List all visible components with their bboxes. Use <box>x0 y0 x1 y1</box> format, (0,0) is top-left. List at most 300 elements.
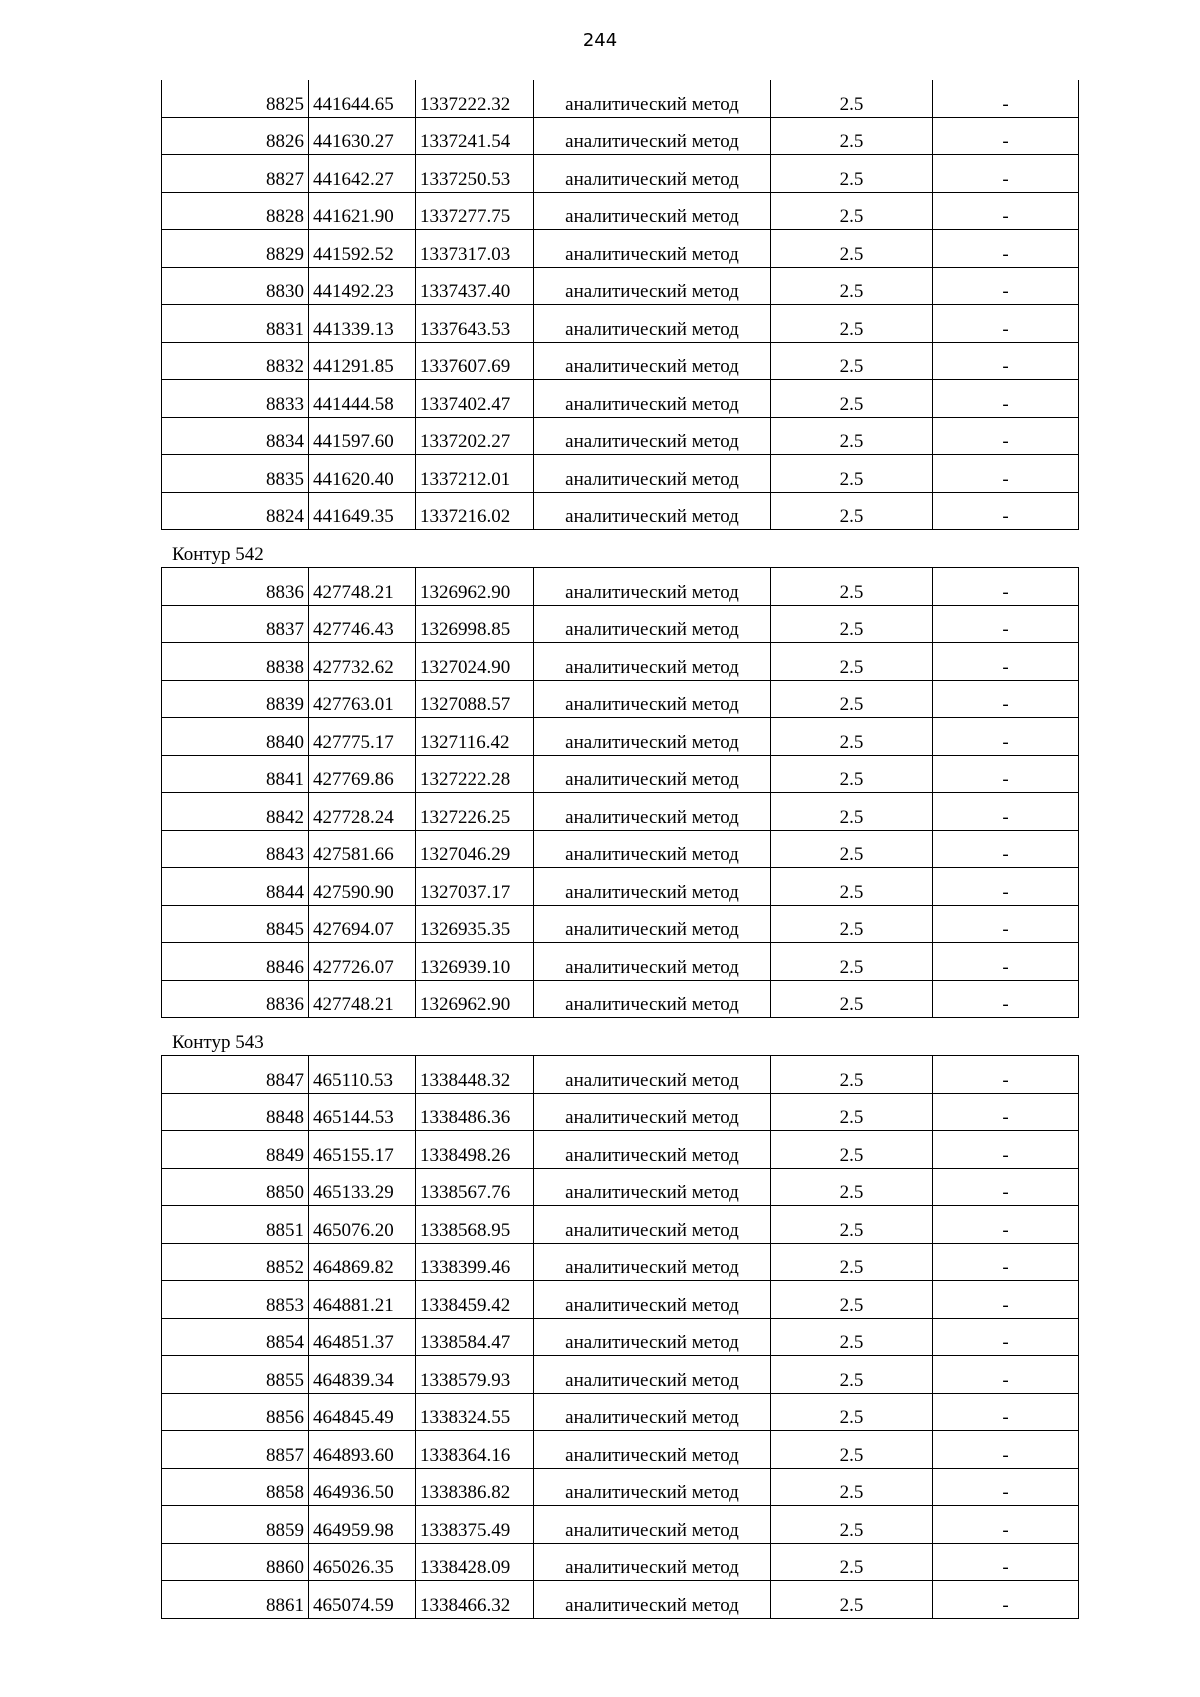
table-row <box>162 455 1079 493</box>
note: - <box>1002 282 1009 302</box>
y-coordinate-cell <box>416 718 534 756</box>
x-coordinate-cell <box>309 1243 416 1281</box>
point-number: 8852 <box>266 1258 304 1278</box>
x-coordinate: 465026.35 <box>313 1558 394 1578</box>
table-row <box>162 905 1079 943</box>
method: аналитический метод <box>565 507 739 527</box>
point-number-cell <box>162 1356 309 1394</box>
note: - <box>1002 1258 1009 1278</box>
method-cell <box>534 1168 771 1206</box>
accuracy-cell <box>771 868 933 906</box>
table-row <box>162 380 1079 418</box>
note: - <box>1002 1220 1009 1241</box>
accuracy-cell <box>771 830 933 868</box>
x-coordinate: 441597.60 <box>313 432 394 452</box>
y-coordinate: 1337277.75 <box>420 207 511 227</box>
note-cell <box>933 1356 1079 1394</box>
accuracy-cell <box>771 117 933 155</box>
note-cell <box>933 643 1079 681</box>
x-coordinate-cell <box>309 1206 416 1244</box>
table-row <box>162 1318 1079 1356</box>
note: - <box>1002 807 1009 828</box>
point-number-cell <box>162 1281 309 1319</box>
method-cell <box>534 1131 771 1169</box>
method-cell <box>534 605 771 643</box>
y-coordinate: 1338399.46 <box>420 1258 511 1278</box>
table-row <box>162 605 1079 643</box>
accuracy: 2.5 <box>839 1558 864 1578</box>
table-row <box>162 568 1079 606</box>
method-cell <box>534 1543 771 1581</box>
y-coordinate: 1337643.53 <box>420 319 511 340</box>
x-coordinate: 465074.59 <box>313 1595 394 1616</box>
x-coordinate-cell <box>309 793 416 831</box>
x-coordinate-cell <box>309 755 416 793</box>
accuracy: 2.5 <box>839 1295 864 1316</box>
point-number: 8854 <box>266 1333 304 1353</box>
point-number-cell <box>162 643 309 681</box>
note-cell <box>933 830 1079 868</box>
x-coordinate-cell <box>309 1393 416 1431</box>
note-cell <box>933 1281 1079 1319</box>
y-coordinate: 1338375.49 <box>420 1520 511 1541</box>
accuracy: 2.5 <box>839 1070 864 1091</box>
method-cell <box>534 718 771 756</box>
note: - <box>1002 1145 1009 1166</box>
note-cell <box>933 417 1079 455</box>
accuracy-cell <box>771 568 933 606</box>
accuracy: 2.5 <box>839 920 864 940</box>
table-row <box>162 155 1079 193</box>
method: аналитический метод <box>565 845 739 865</box>
note-cell <box>933 117 1079 155</box>
y-coordinate: 1337250.53 <box>420 169 511 190</box>
method: аналитический метод <box>565 1108 739 1128</box>
table-row <box>162 1131 1079 1169</box>
point-number: 8861 <box>266 1595 304 1616</box>
note-cell <box>933 267 1079 305</box>
x-coordinate-cell <box>309 718 416 756</box>
accuracy-cell <box>771 1581 933 1619</box>
accuracy: 2.5 <box>839 469 864 490</box>
x-coordinate-cell <box>309 830 416 868</box>
point-number-cell <box>162 793 309 831</box>
note: - <box>1002 1408 1009 1428</box>
contour-title-543: Контур 543 <box>172 1032 264 1053</box>
point-number: 8830 <box>266 282 304 302</box>
point-number-cell <box>162 718 309 756</box>
note: - <box>1002 1520 1009 1541</box>
y-coordinate-cell <box>416 943 534 981</box>
point-number: 8838 <box>266 657 304 678</box>
x-coordinate: 427748.21 <box>313 995 394 1015</box>
x-coordinate-cell <box>309 1356 416 1394</box>
point-number-cell <box>162 1318 309 1356</box>
accuracy-cell <box>771 192 933 230</box>
accuracy: 2.5 <box>839 1483 864 1503</box>
x-coordinate: 465155.17 <box>313 1145 394 1166</box>
method: аналитический метод <box>565 244 739 265</box>
accuracy-cell <box>771 718 933 756</box>
note-cell <box>933 230 1079 268</box>
note-cell <box>933 905 1079 943</box>
y-coordinate-cell <box>416 230 534 268</box>
note: - <box>1002 582 1009 603</box>
accuracy: 2.5 <box>839 169 864 190</box>
x-coordinate-cell <box>309 192 416 230</box>
point-number-cell <box>162 1093 309 1131</box>
table-row <box>162 192 1079 230</box>
y-coordinate: 1338364.16 <box>420 1445 511 1466</box>
method: аналитический метод <box>565 1595 739 1616</box>
x-coordinate: 427590.90 <box>313 882 394 903</box>
accuracy: 2.5 <box>839 1333 864 1353</box>
point-number: 8846 <box>266 957 304 978</box>
point-number: 8827 <box>266 169 304 190</box>
x-coordinate: 465076.20 <box>313 1220 394 1241</box>
method-cell <box>534 868 771 906</box>
accuracy-cell <box>771 905 933 943</box>
note-cell <box>933 305 1079 343</box>
method: аналитический метод <box>565 695 739 715</box>
y-coordinate: 1326962.90 <box>420 995 511 1015</box>
note-cell <box>933 755 1079 793</box>
point-number-cell <box>162 1543 309 1581</box>
x-coordinate-cell <box>309 117 416 155</box>
note: - <box>1002 169 1009 190</box>
x-coordinate: 427694.07 <box>313 920 394 940</box>
method-cell <box>534 1581 771 1619</box>
note: - <box>1002 94 1009 115</box>
point-number: 8839 <box>266 695 304 715</box>
y-coordinate-cell <box>416 1543 534 1581</box>
y-coordinate: 1338466.32 <box>420 1595 511 1616</box>
y-coordinate-cell <box>416 1206 534 1244</box>
accuracy-cell <box>771 1543 933 1581</box>
x-coordinate: 427732.62 <box>313 657 394 678</box>
accuracy-cell <box>771 455 933 493</box>
method: аналитический метод <box>565 657 739 678</box>
point-number: 8833 <box>266 394 304 415</box>
table-row <box>162 80 1079 117</box>
note: - <box>1002 1070 1009 1091</box>
point-number-cell <box>162 155 309 193</box>
method: аналитический метод <box>565 94 739 115</box>
table-row <box>162 1356 1079 1394</box>
x-coordinate-cell <box>309 943 416 981</box>
method: аналитический метод <box>565 1483 739 1503</box>
x-coordinate-cell <box>309 980 416 1018</box>
accuracy-cell <box>771 155 933 193</box>
point-number: 8834 <box>266 432 304 452</box>
y-coordinate-cell <box>416 605 534 643</box>
accuracy: 2.5 <box>839 732 864 753</box>
y-coordinate: 1326935.35 <box>420 920 511 940</box>
point-number: 8836 <box>266 582 304 603</box>
method-cell <box>534 417 771 455</box>
note-cell <box>933 342 1079 380</box>
point-number-cell <box>162 1581 309 1619</box>
point-number-cell <box>162 492 309 530</box>
note-cell <box>933 605 1079 643</box>
y-coordinate: 1338567.76 <box>420 1183 511 1203</box>
note: - <box>1002 695 1009 715</box>
method: аналитический метод <box>565 169 739 190</box>
point-number-cell <box>162 455 309 493</box>
y-coordinate-cell <box>416 568 534 606</box>
method-cell <box>534 680 771 718</box>
x-coordinate: 427726.07 <box>313 957 394 978</box>
x-coordinate-cell <box>309 568 416 606</box>
note: - <box>1002 1183 1009 1203</box>
method-cell <box>534 1243 771 1281</box>
x-coordinate-cell <box>309 1318 416 1356</box>
point-number-cell <box>162 1506 309 1544</box>
point-number: 8829 <box>266 244 304 265</box>
accuracy-cell <box>771 1206 933 1244</box>
x-coordinate: 441492.23 <box>313 282 394 302</box>
method: аналитический метод <box>565 957 739 978</box>
method: аналитический метод <box>565 995 739 1015</box>
coordinates-table-continued <box>161 80 1079 530</box>
accuracy: 2.5 <box>839 620 864 640</box>
point-number: 8856 <box>266 1408 304 1428</box>
note-cell <box>933 793 1079 831</box>
note-cell <box>933 1243 1079 1281</box>
x-coordinate: 427775.17 <box>313 732 394 753</box>
method-cell <box>534 980 771 1018</box>
table-row <box>162 267 1079 305</box>
point-number-cell <box>162 1243 309 1281</box>
point-number: 8825 <box>266 94 304 115</box>
point-number-cell <box>162 230 309 268</box>
accuracy-cell <box>771 1468 933 1506</box>
point-number: 8851 <box>266 1220 304 1241</box>
accuracy: 2.5 <box>839 357 864 377</box>
accuracy-cell <box>771 492 933 530</box>
y-coordinate: 1337607.69 <box>420 357 511 377</box>
table-row <box>162 230 1079 268</box>
x-coordinate-cell <box>309 380 416 418</box>
point-number: 8850 <box>266 1183 304 1203</box>
method-cell <box>534 568 771 606</box>
note: - <box>1002 1370 1009 1391</box>
accuracy-cell <box>771 305 933 343</box>
method-cell <box>534 80 771 117</box>
x-coordinate: 427728.24 <box>313 807 394 828</box>
x-coordinate-cell <box>309 80 416 117</box>
table-body <box>162 80 1079 530</box>
point-number: 8837 <box>266 620 304 640</box>
note: - <box>1002 1445 1009 1466</box>
table-row <box>162 1543 1079 1581</box>
note-cell <box>933 1131 1079 1169</box>
point-number-cell <box>162 305 309 343</box>
x-coordinate: 427748.21 <box>313 582 394 603</box>
point-number: 8860 <box>266 1558 304 1578</box>
y-coordinate-cell <box>416 980 534 1018</box>
y-coordinate-cell <box>416 1431 534 1469</box>
method: аналитический метод <box>565 207 739 227</box>
y-coordinate-cell <box>416 380 534 418</box>
x-coordinate: 441592.52 <box>313 244 394 265</box>
y-coordinate: 1337222.32 <box>420 94 511 115</box>
coordinates-table-contour-542 <box>161 567 1079 1018</box>
table-row <box>162 943 1079 981</box>
point-number-cell <box>162 943 309 981</box>
x-coordinate-cell <box>309 267 416 305</box>
method: аналитический метод <box>565 469 739 490</box>
x-coordinate: 464839.34 <box>313 1370 394 1391</box>
note: - <box>1002 469 1009 490</box>
x-coordinate-cell <box>309 1431 416 1469</box>
note-cell <box>933 568 1079 606</box>
accuracy-cell <box>771 680 933 718</box>
y-coordinate-cell <box>416 267 534 305</box>
y-coordinate: 1337402.47 <box>420 394 511 415</box>
method-cell <box>534 643 771 681</box>
accuracy-cell <box>771 943 933 981</box>
note-cell <box>933 868 1079 906</box>
point-number-cell <box>162 680 309 718</box>
accuracy: 2.5 <box>839 319 864 340</box>
note-cell <box>933 980 1079 1018</box>
accuracy: 2.5 <box>839 695 864 715</box>
accuracy: 2.5 <box>839 657 864 678</box>
note: - <box>1002 1108 1009 1128</box>
y-coordinate-cell <box>416 680 534 718</box>
y-coordinate: 1337202.27 <box>420 432 511 452</box>
point-number-cell <box>162 568 309 606</box>
contour-title-542: Контур 542 <box>172 544 264 565</box>
table-row <box>162 1468 1079 1506</box>
y-coordinate-cell <box>416 793 534 831</box>
note-cell <box>933 1168 1079 1206</box>
point-number-cell <box>162 1168 309 1206</box>
table-row <box>162 417 1079 455</box>
point-number-cell <box>162 1206 309 1244</box>
table-row <box>162 980 1079 1018</box>
accuracy-cell <box>771 80 933 117</box>
x-coordinate-cell <box>309 1056 416 1094</box>
method-cell <box>534 943 771 981</box>
note: - <box>1002 732 1009 753</box>
point-number-cell <box>162 830 309 868</box>
accuracy: 2.5 <box>839 1445 864 1466</box>
note-cell <box>933 192 1079 230</box>
x-coordinate-cell <box>309 1281 416 1319</box>
note: - <box>1002 882 1009 903</box>
table-row <box>162 755 1079 793</box>
method: аналитический метод <box>565 1520 739 1541</box>
note-cell <box>933 718 1079 756</box>
x-coordinate: 441339.13 <box>313 319 394 340</box>
table-row <box>162 1243 1079 1281</box>
method-cell <box>534 1393 771 1431</box>
accuracy: 2.5 <box>839 995 864 1015</box>
y-coordinate-cell <box>416 117 534 155</box>
x-coordinate-cell <box>309 1093 416 1131</box>
accuracy: 2.5 <box>839 1183 864 1203</box>
note-cell <box>933 1393 1079 1431</box>
point-number: 8844 <box>266 882 304 903</box>
note-cell <box>933 1206 1079 1244</box>
point-number: 8831 <box>266 319 304 340</box>
y-coordinate-cell <box>416 905 534 943</box>
point-number: 8826 <box>266 132 304 152</box>
y-coordinate: 1326962.90 <box>420 582 511 603</box>
y-coordinate-cell <box>416 1168 534 1206</box>
x-coordinate-cell <box>309 455 416 493</box>
y-coordinate: 1338428.09 <box>420 1558 511 1578</box>
method: аналитический метод <box>565 1445 739 1466</box>
accuracy: 2.5 <box>839 1408 864 1428</box>
method-cell <box>534 793 771 831</box>
accuracy: 2.5 <box>839 282 864 302</box>
method: аналитический метод <box>565 882 739 903</box>
y-coordinate: 1338324.55 <box>420 1408 511 1428</box>
note: - <box>1002 845 1009 865</box>
point-number-cell <box>162 1056 309 1094</box>
note: - <box>1002 1558 1009 1578</box>
note-cell <box>933 492 1079 530</box>
table-body <box>162 1056 1079 1619</box>
y-coordinate-cell <box>416 492 534 530</box>
accuracy-cell <box>771 1393 933 1431</box>
x-coordinate: 427746.43 <box>313 620 394 640</box>
method: аналитический метод <box>565 1070 739 1091</box>
method: аналитический метод <box>565 394 739 415</box>
table-row <box>162 1093 1079 1131</box>
table-row <box>162 1206 1079 1244</box>
table-row <box>162 793 1079 831</box>
y-coordinate: 1338386.82 <box>420 1483 511 1503</box>
note: - <box>1002 657 1009 678</box>
accuracy-cell <box>771 1431 933 1469</box>
method: аналитический метод <box>565 357 739 377</box>
method-cell <box>534 830 771 868</box>
note-cell <box>933 80 1079 117</box>
point-number-cell <box>162 1468 309 1506</box>
x-coordinate: 427581.66 <box>313 845 394 865</box>
y-coordinate-cell <box>416 830 534 868</box>
note: - <box>1002 1295 1009 1316</box>
method-cell <box>534 305 771 343</box>
note: - <box>1002 319 1009 340</box>
accuracy: 2.5 <box>839 207 864 227</box>
point-number: 8835 <box>266 469 304 490</box>
accuracy-cell <box>771 980 933 1018</box>
y-coordinate: 1337317.03 <box>420 244 511 265</box>
table-row <box>162 830 1079 868</box>
y-coordinate: 1338584.47 <box>420 1333 511 1353</box>
accuracy: 2.5 <box>839 244 864 265</box>
x-coordinate: 465110.53 <box>313 1070 394 1091</box>
method-cell <box>534 1056 771 1094</box>
x-coordinate-cell <box>309 342 416 380</box>
note: - <box>1002 1595 1009 1616</box>
table-row <box>162 1168 1079 1206</box>
method: аналитический метод <box>565 132 739 152</box>
x-coordinate: 464936.50 <box>313 1483 394 1503</box>
method: аналитический метод <box>565 1258 739 1278</box>
method: аналитический метод <box>565 732 739 753</box>
method: аналитический метод <box>565 920 739 940</box>
y-coordinate: 1338486.36 <box>420 1108 511 1128</box>
y-coordinate: 1327116.42 <box>420 732 510 753</box>
table-row <box>162 868 1079 906</box>
y-coordinate-cell <box>416 1581 534 1619</box>
